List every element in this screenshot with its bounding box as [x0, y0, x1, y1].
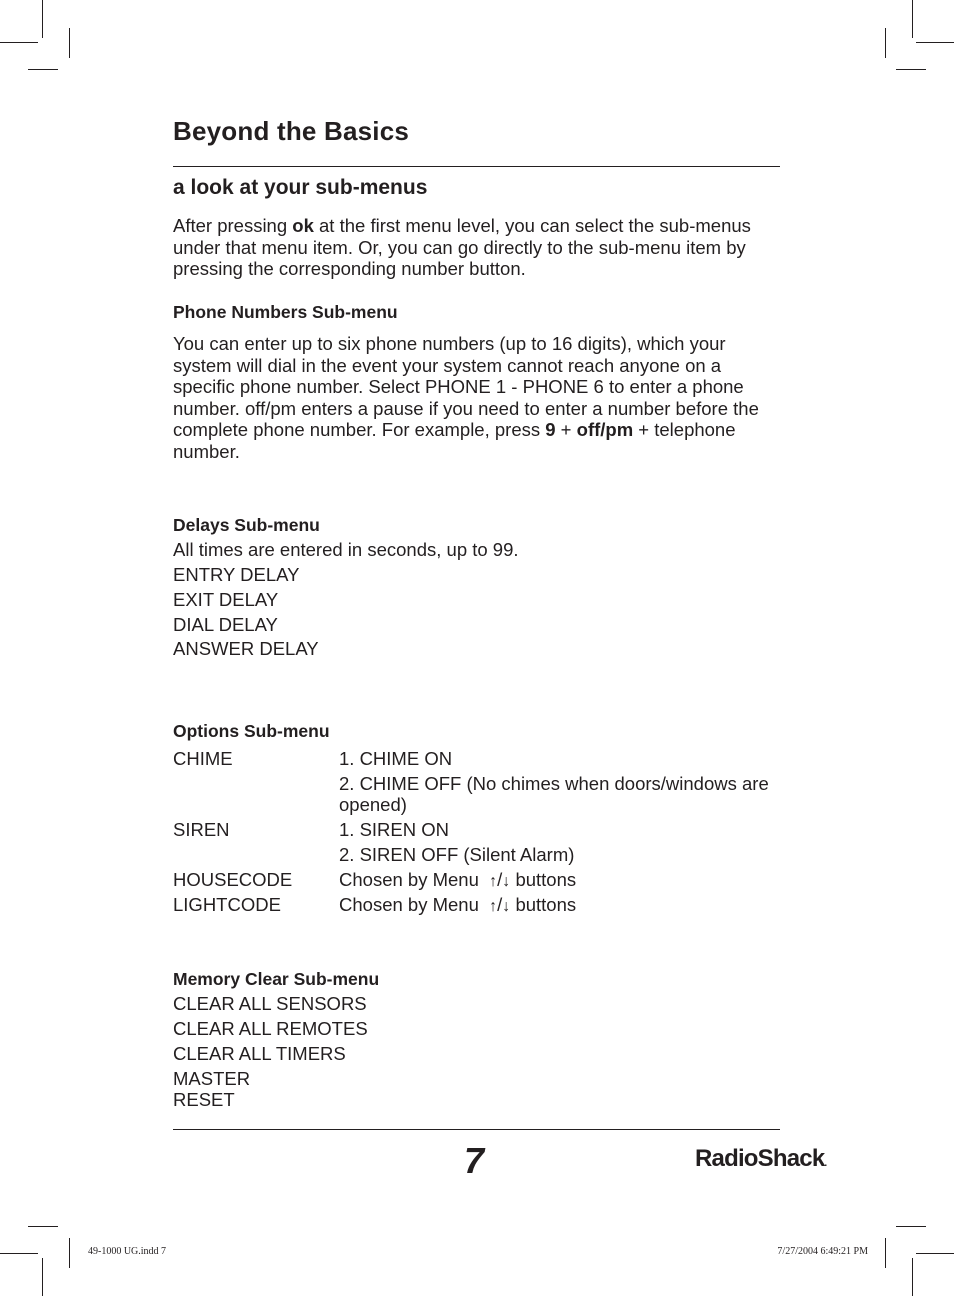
crop-mark — [912, 1258, 913, 1296]
crop-mark — [916, 42, 954, 43]
option-siren-on: 1. SIREN ON — [339, 819, 449, 840]
crop-mark — [69, 28, 70, 58]
option-siren-label: SIREN — [173, 819, 230, 840]
option-housecode-label: HOUSECODE — [173, 869, 293, 890]
delays-submenu-title: Delays Sub-menu — [173, 515, 320, 535]
crop-mark — [42, 0, 43, 38]
phone-submenu-title: Phone Numbers Sub-menu — [173, 302, 398, 322]
down-arrow-icon: ↓ — [502, 873, 511, 890]
delay-item-exit: EXIT DELAY — [173, 589, 279, 610]
option-chime-off: 2. CHIME OFF (No chimes when doors/windows are opened) — [339, 773, 769, 815]
crop-mark — [896, 1226, 926, 1227]
page-number: 7 — [464, 1140, 485, 1181]
crop-mark — [0, 1253, 38, 1254]
key-off-pm: off/pm — [576, 419, 634, 440]
crop-mark — [896, 69, 926, 70]
top-divider — [173, 166, 780, 167]
print-slug-timestamp: 7/27/2004 6:49:21 PM — [777, 1246, 868, 1257]
down-arrow-icon: ↓ — [502, 898, 511, 915]
crop-mark — [912, 0, 913, 38]
options-submenu-title: Options Sub-menu — [173, 721, 330, 741]
memory-item-timers: CLEAR ALL TIMERS — [173, 1043, 346, 1064]
intro-paragraph: After pressing ok at the first menu level, you can select the sub-menus under that menu item. Or, you can go directly to the sub-menu item by pressing the corresponding number button. — [173, 215, 751, 279]
crop-mark — [885, 28, 886, 58]
crop-mark — [69, 1238, 70, 1268]
option-housecode-value: Chosen by Menu ↑/↓ buttons — [339, 869, 577, 890]
key-9: 9 — [545, 419, 556, 440]
option-chime-label: CHIME — [173, 748, 233, 769]
memory-submenu-title: Memory Clear Sub-menu — [173, 969, 380, 989]
up-arrow-icon: ↑ — [489, 898, 498, 915]
phone-paragraph: You can enter up to six phone numbers (up to 16 digits), which your system will dial in the event your system cannot reach anyone on a specific phone number. Select PHONE 1 - PHONE 6 to enter a phone number. off/pm enters a pause if you need to enter a number before the complete phone number. For example, press 9 + off/pm + telephone number. — [173, 333, 759, 462]
crop-mark — [28, 1226, 58, 1227]
crop-mark — [0, 42, 38, 43]
delay-item-entry: ENTRY DELAY — [173, 564, 300, 585]
crop-mark — [28, 69, 58, 70]
section-title: a look at your sub-menus — [173, 176, 428, 199]
crop-mark — [42, 1258, 43, 1296]
delays-note: All times are entered in seconds, up to 99. — [173, 539, 519, 560]
bottom-divider — [173, 1129, 780, 1130]
delay-item-dial: DIAL DELAY — [173, 614, 278, 635]
option-chime-on: 1. CHIME ON — [339, 748, 453, 769]
option-siren-off: 2. SIREN OFF (Silent Alarm) — [339, 844, 575, 865]
memory-item-remotes: CLEAR ALL REMOTES — [173, 1018, 368, 1039]
option-lightcode-value: Chosen by Menu ↑/↓ buttons — [339, 894, 577, 915]
print-slug-filename: 49-1000 UG.indd 7 — [88, 1246, 167, 1257]
delay-item-answer: ANSWER DELAY — [173, 638, 319, 659]
crop-mark — [885, 1238, 886, 1268]
radioshack-logo: RadioShack. — [695, 1145, 827, 1172]
memory-item-reset: RESET — [173, 1089, 235, 1110]
memory-item-sensors: CLEAR ALL SENSORS — [173, 993, 367, 1014]
memory-item-master: MASTER — [173, 1068, 251, 1089]
up-arrow-icon: ↑ — [489, 873, 498, 890]
ok-key: ok — [292, 215, 314, 236]
crop-mark — [916, 1253, 954, 1254]
option-lightcode-label: LIGHTCODE — [173, 894, 281, 915]
page-heading: Beyond the Basics — [173, 116, 410, 146]
